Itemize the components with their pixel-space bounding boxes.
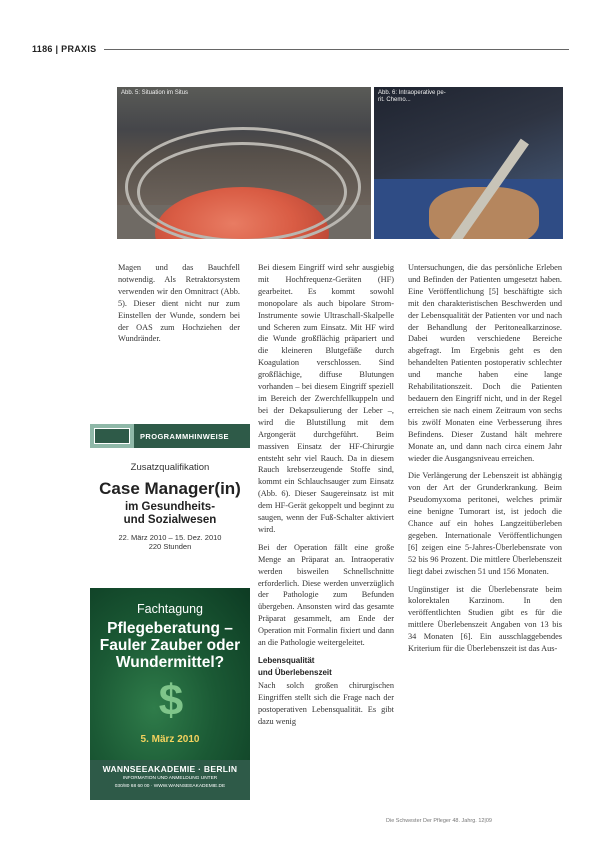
ad-header-band — [90, 424, 250, 448]
ad-organizer: WANNSEEAKADEMIE · BERLIN — [102, 764, 238, 774]
paragraph: Magen und das Bauchfell notwendig. Als Retraktorsystem verwenden wir den Omnitract (Abb. 5). Dieser dient nicht nur zum Einstellen der Wunde, sondern bei der OAS zum Hochziehen der Wundränder. — [118, 263, 240, 344]
ad-contact-line: 030/80 68 60 00 · WWW.WANNSEEAKADEMIE.DE — [114, 784, 226, 789]
ad-course-block — [90, 448, 250, 588]
ad-event-block — [90, 588, 250, 760]
retractor-ring-inner — [137, 142, 347, 239]
figure-6-photo — [374, 87, 563, 239]
ad-info-line: INFORMATION UND ANMELDUNG UNTER — [122, 776, 218, 781]
page-footer: Die Schwester Der Pfleger 48. Jahrg. 12|09 — [386, 818, 492, 824]
paragraph: Bei diesem Eingriff wird sehr ausgiebig mit Hochfrequenz-Geräten (HF) gearbeitet. Es kommt sowohl monopolare als auch bipolare Strom-Instrumente sowie Ultraschall-Skalpelle und Scheren zum Einsatz. Mit HF wird die Wunde großflächig präpariert und die kleineren Blutgefäße durch Koagulation verschlossen. Sind großflächige, diffuse Blutungen vorhanden – bei diesem Eingriff speziell im Bereich der Zwerchfellkuppeln und bei der Dekapsulierung der Leber –, wird die Blutstillung mit dem Argongerät durchgeführt. Beim massiven Einsatz der HF-Chirurgie entsteht sehr viel Rauch. Da in diesem Rauch krebserzeugende Stoffe sind, kommt ein Schlauchsauger zum Einsatz (Abb. 6). Dieser Saugereinsatz ist mit dem HF-Gerät gekoppelt und beginnt zu saugen, wenn der Fuß-Schalter aktiviert wird. — [258, 263, 394, 534]
ad-course-type: Zusatzqualifikation — [130, 462, 210, 473]
dollar-sign-icon: $ — [158, 676, 184, 725]
text-column-1 — [118, 262, 240, 351]
paragraph: Bei der Operation fällt eine große Menge an Präparat an. Intraoperativ werden bisweilen Schnellschnitte erforderlich. Diese werden unverzüglich der Pathologie zum Befunden übergeben. Ansonsten wird das gesamte Präparat gesammelt, am Ende der Operation mit Formalin fixiert und dann an die Pathologie weitergeleitet. — [258, 542, 394, 648]
header-divider — [104, 49, 569, 50]
ad-course-title: Case Manager(in) — [99, 479, 241, 498]
text-column-2 — [258, 262, 394, 734]
page-label: 1186 | PRAXIS — [32, 44, 97, 54]
ad-footer — [90, 760, 250, 800]
paragraph: Nach solch großen chirurgischen Eingriffen stellt sich die Frage nach der postoperativen Lebensqualität. Es gibt dazu wenig — [258, 681, 394, 726]
ad-course-subtitle: im Gesundheits- und Sozialwesen — [123, 501, 217, 526]
advertisement — [90, 424, 250, 824]
section-subheading: Lebensqualität und Überlebenszeit — [258, 656, 332, 677]
ad-event-label: Fachtagung — [136, 602, 204, 616]
ad-band-title: PROGRAMMHINWEISE — [140, 431, 229, 441]
ad-course-dates: 22. März 2010 – 15. Dez. 2010 220 Stunden — [118, 533, 222, 551]
text-column-3 — [408, 262, 562, 661]
ad-event-date: 5. März 2010 — [140, 734, 200, 745]
ad-event-headline: Pflegeberatung – Fauler Zauber oder Wundermittel? — [99, 620, 241, 671]
figure-5-photo — [117, 87, 371, 239]
figure-5-caption: Abb. 5: Situation im Situs — [121, 90, 189, 96]
figure-6-caption: Abb. 6: Intraoperative pe- rit. Chemo... — [378, 90, 446, 103]
paragraph: Ungünstiger ist die Überlebensrate beim kolorektalen Karzinom. In den veröffentlichten Studien gibt es für die mittlere Überlebenszeit Angaben von 13 bis 34 Monaten [6]. Ein ausschlaggebendes Kriterium für die Überlebenszeit ist das Aus- — [408, 584, 562, 654]
paragraph: Die Verlängerung der Lebenszeit ist abhängig von der Art der Grunderkrankung. Beim Pseudomyxoma peritonei, welches primär eine benigne Tumorart ist, ist jedoch die Chance auf ein hohes Langzeitüberleben gegeben. Internationale Veröffentlichungen [6] zeigen eine 5-Jahres-Überlebensrate von 52 bis 96 Prozent. Die mittlere Überlebenszeit liegt dabei zwischen 51 und 156 Monaten. — [408, 471, 562, 576]
academy-logo — [90, 424, 134, 448]
paragraph: Untersuchungen, die das persönliche Erleben und Befinden der Patienten umgesetzt haben. Eine Veröffentlichung [5] beschäftigte sich mit den charakteristischen Beschwerden und der Lebensqualität der Patienten vor und nach der Behandlung der Peritonealkarzinose. Dabei wurden verschiedene Bereiche abgefragt. Im Ergebnis geht es den behandelten Patienten postoperativ schlechter und manche haben eine lange Rehabilitationszeit. Doch die Patienten bedauern den Eingriff nicht, und in der Regel erreichen sie nach einem Zeitraum von sechs bis zwölf Monaten eine Verbesserung ihres Befindens. Dieser Zustand hält mehrere Monate an, und dann nach circa einem Jahr wieder die Ausgangsniveau erreichen. — [408, 263, 562, 463]
